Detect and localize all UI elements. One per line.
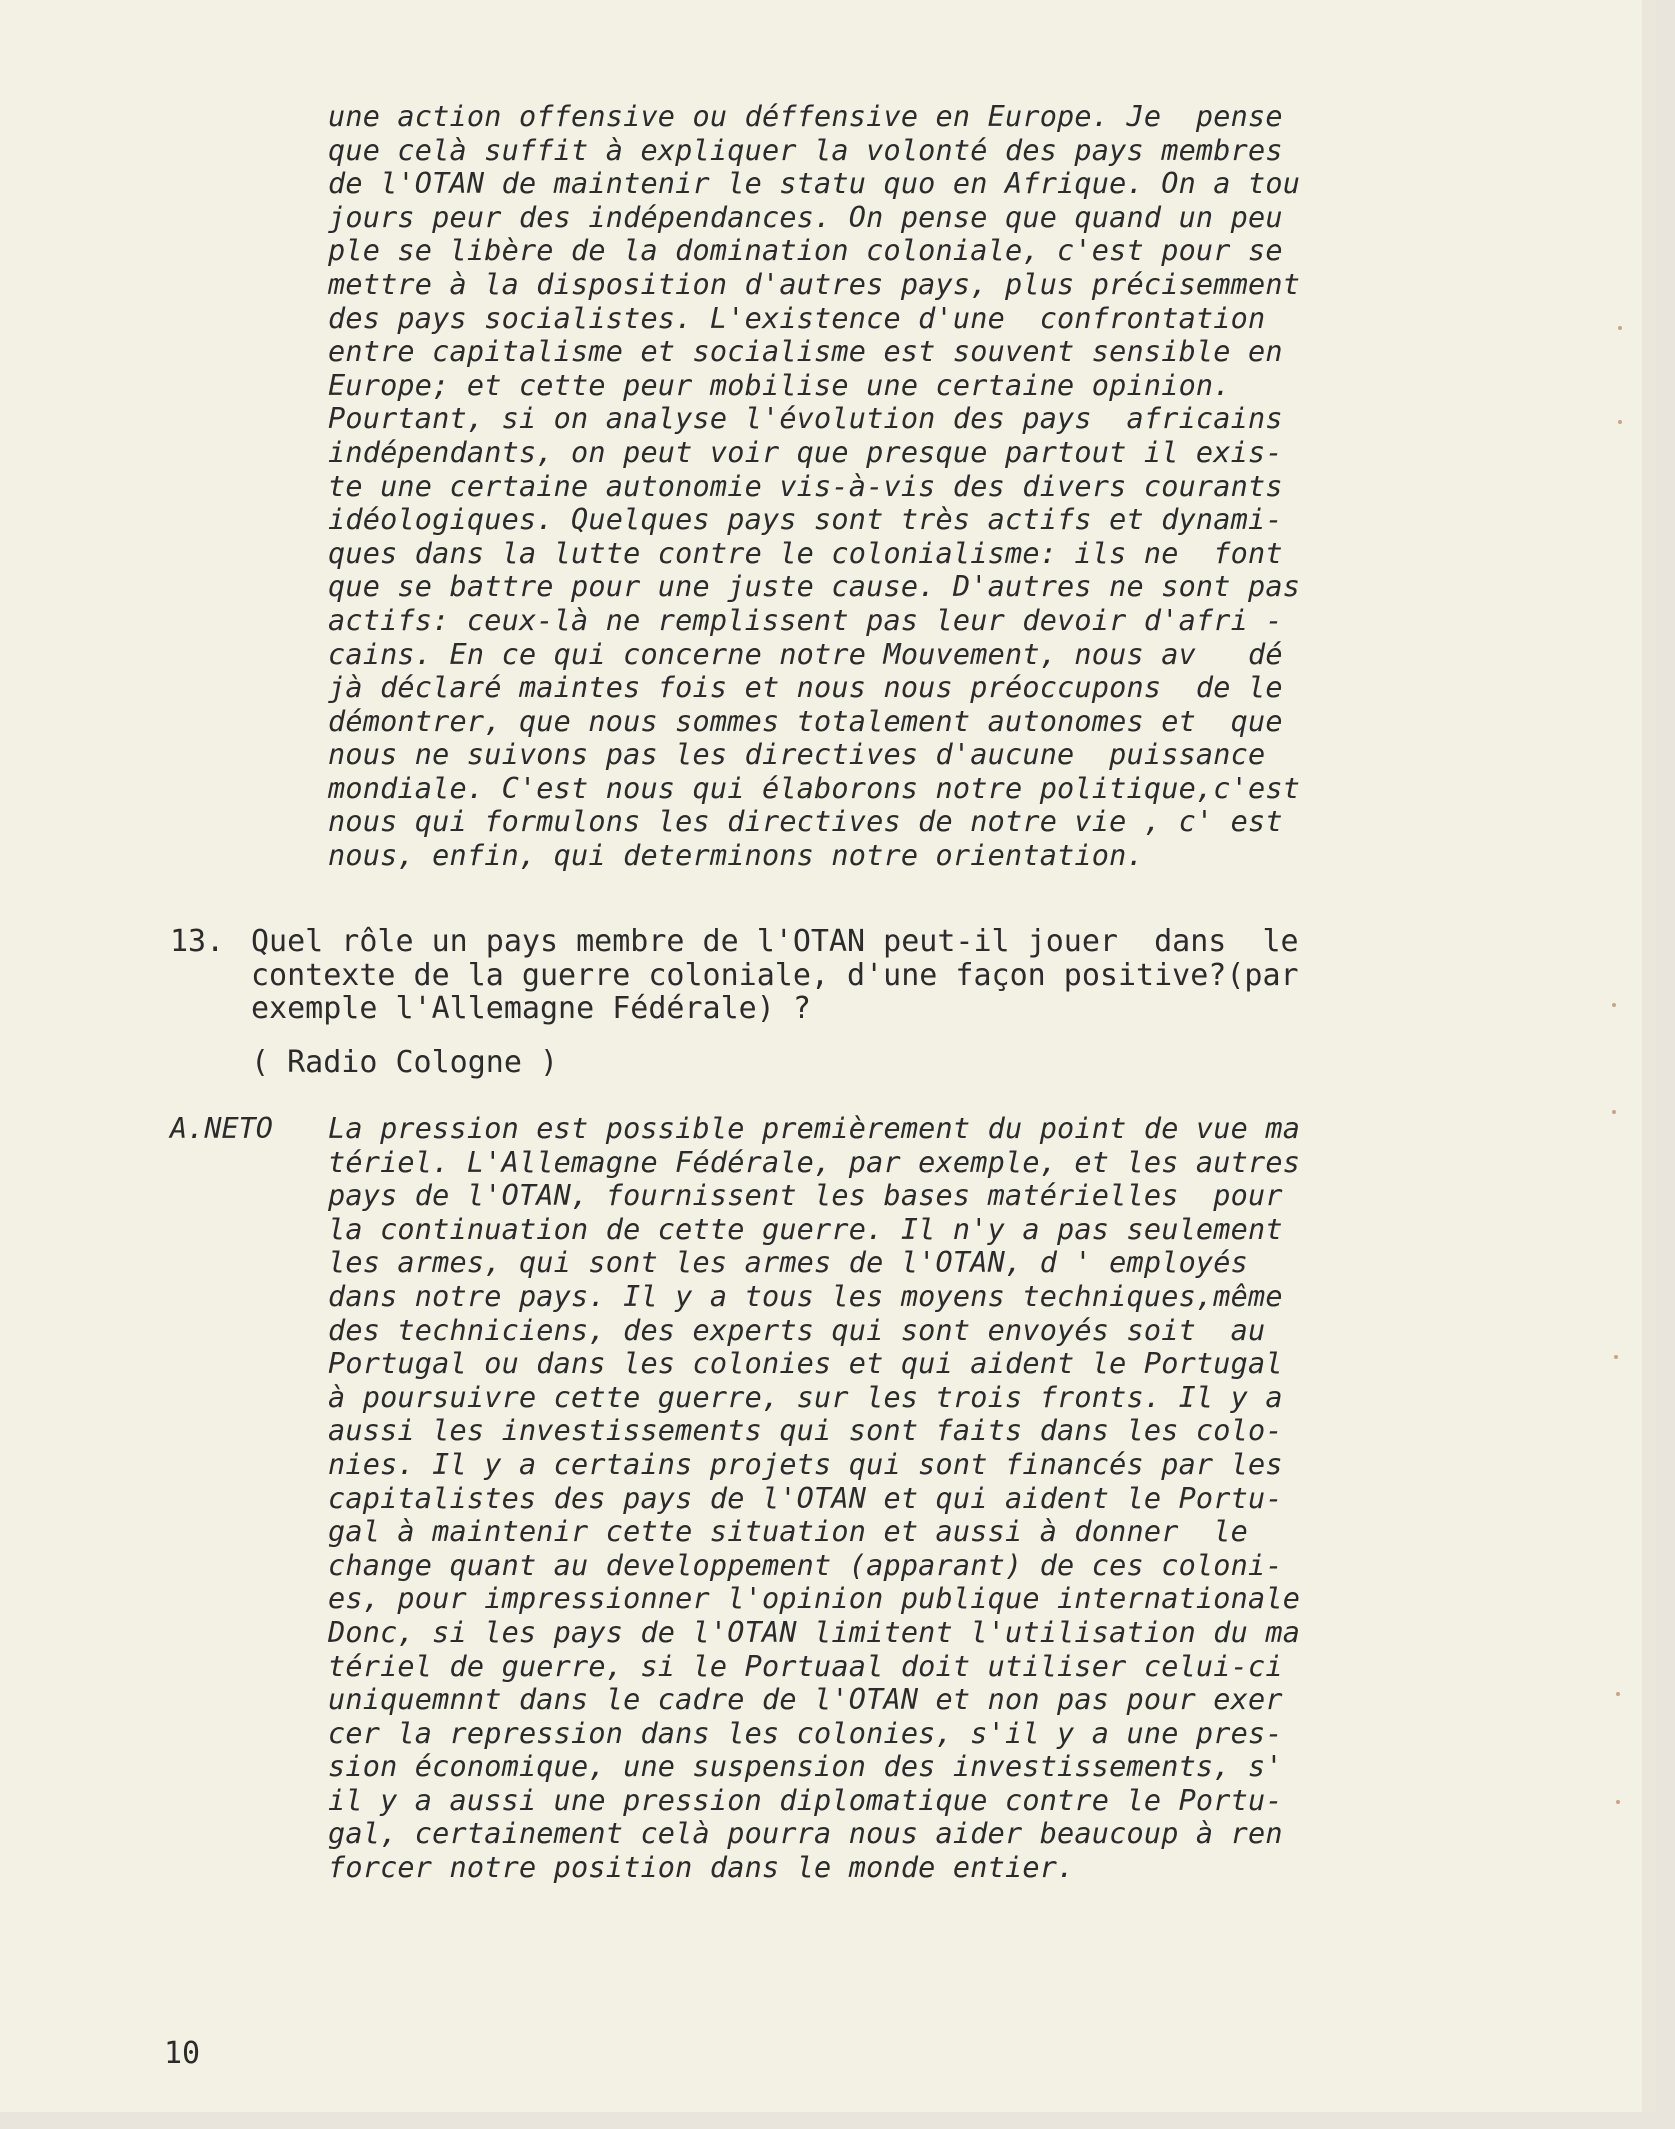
text-line: mondiale. C'est nous qui élaborons notre politique,c'est (328, 771, 1301, 805)
text-line: uniquemnnt dans le cadre de l'OTAN et non pas pour exer (328, 1683, 1283, 1717)
text-line: cer la repression dans les colonies, s'il y a une pres- (328, 1716, 1283, 1750)
text-line: des pays socialistes. L'existence d'une confrontation (328, 301, 1266, 335)
paper-speck (1612, 1110, 1616, 1114)
question-source: ( Radio Cologne ) (251, 1045, 559, 1080)
question-text (251, 925, 1451, 1026)
answer-speaker: A.NETO (170, 1112, 273, 1145)
text-line: nous, enfin, qui determinons notre orientation. (328, 839, 1144, 873)
question-line: exemple l'Allemagne Fédérale) ? (251, 991, 811, 1026)
text-line: forcer notre position dans le monde entier. (328, 1851, 1075, 1885)
paper-speck (1616, 1692, 1620, 1696)
text-line: nous ne suivons pas les directives d'aucune puissance (328, 738, 1266, 772)
text-line: ques dans la lutte contre le colonialisme: ils ne font (328, 536, 1283, 570)
text-line: te une certaine autonomie vis-à-vis des divers courants (328, 469, 1283, 503)
answer-paragraph (328, 1112, 1438, 1885)
text-line: capitalistes des pays de l'OTAN et qui aident le Portu- (328, 1481, 1283, 1515)
text-line: une action offensive ou déffensive en Europe. Je pense (328, 100, 1283, 133)
text-line: démontrer, que nous sommes totalement autonomes et que (328, 704, 1283, 738)
page-edge (1642, 0, 1656, 2112)
text-line: les armes, qui sont les armes de l'OTAN, d ' employés (328, 1246, 1248, 1280)
question-line: contexte de la guerre coloniale, d'une façon positive?(par (251, 957, 1299, 993)
text-line: Donc, si les pays de l'OTAN limitent l'utilisation du ma (328, 1615, 1301, 1649)
text-line: sion économique, une suspension des investissements, s' (328, 1750, 1283, 1784)
text-line: Pourtant, si on analyse l'évolution des pays africains (328, 402, 1283, 436)
text-line: que se battre pour une juste cause. D'autres ne sont pas (328, 570, 1301, 604)
text-line: change quant au developpement (apparant) de ces coloni- (328, 1548, 1283, 1582)
text-line: Portugal ou dans les colonies et qui aident le Portugal (328, 1347, 1283, 1381)
text-line: de l'OTAN de maintenir le statu quo en Afrique. On a tou (328, 167, 1301, 201)
text-line: dans notre pays. Il y a tous les moyens techniques,même (328, 1279, 1283, 1313)
text-line: nies. Il y a certains projets qui sont financés par les (328, 1447, 1283, 1481)
text-line: tériel de guerre, si le Portuaal doit utiliser celui-ci (328, 1649, 1283, 1683)
text-line: que celà suffit à expliquer la volonté des pays membres (328, 133, 1283, 167)
paper-speck (1618, 326, 1622, 330)
paper-speck (1616, 1800, 1620, 1804)
text-line: pays de l'OTAN, fournissent les bases matérielles pour (328, 1179, 1283, 1213)
text-line: des techniciens, des experts qui sont envoyés soit au (328, 1313, 1266, 1347)
paper-speck (1618, 420, 1622, 424)
text-line: es, pour impressionner l'opinion publique internationale (328, 1582, 1301, 1616)
page-number: 10 (164, 2036, 201, 2071)
text-line: Europe; et cette peur mobilise une certaine opinion. (328, 368, 1231, 402)
intro-paragraph (328, 100, 1438, 873)
text-line: idéologiques. Quelques pays sont très actifs et dynami- (328, 503, 1283, 537)
text-line: il y a aussi une pression diplomatique contre le Portu- (328, 1783, 1283, 1817)
text-line: nous qui formulons les directives de notre vie , c' est (328, 805, 1283, 839)
text-line: tériel. L'Allemagne Fédérale, par exemple, et les autres (328, 1145, 1301, 1179)
text-line: La pression est possible premièrement du point de vue ma (328, 1112, 1301, 1145)
text-line: à poursuivre cette guerre, sur les trois fronts. Il y a (328, 1380, 1283, 1414)
text-line: cains. En ce qui concerne notre Mouvement, nous av dé (328, 637, 1283, 671)
text-line: jours peur des indépendances. On pense que quand un peu (328, 200, 1283, 234)
text-line: gal, certainement celà pourra nous aider beaucoup à ren (328, 1817, 1283, 1851)
text-line: mettre à la disposition d'autres pays, plus précisemment (328, 267, 1301, 301)
paper-speck (1614, 1355, 1618, 1359)
text-line: la continuation de cette guerre. Il n'y a pas seulement (328, 1212, 1283, 1246)
text-line: actifs: ceux-là ne remplissent pas leur devoir d'afri - (328, 603, 1283, 637)
text-line: jà déclaré maintes fois et nous nous préoccupons de le (328, 671, 1283, 705)
text-line: gal à maintenir cette situation et aussi à donner le (328, 1515, 1248, 1549)
text-line: entre capitalisme et socialisme est souvent sensible en (328, 335, 1283, 369)
text-line: ple se libère de la domination coloniale, c'est pour se (328, 234, 1283, 268)
text-line: aussi les investissements qui sont faits dans les colo- (328, 1414, 1283, 1448)
text-line: indépendants, on peut voir que presque partout il exis- (328, 435, 1283, 469)
question-line: Quel rôle un pays membre de l'OTAN peut-il jouer dans le (251, 924, 1299, 959)
paper-speck (1612, 1003, 1616, 1007)
question-number: 13. (170, 924, 225, 959)
